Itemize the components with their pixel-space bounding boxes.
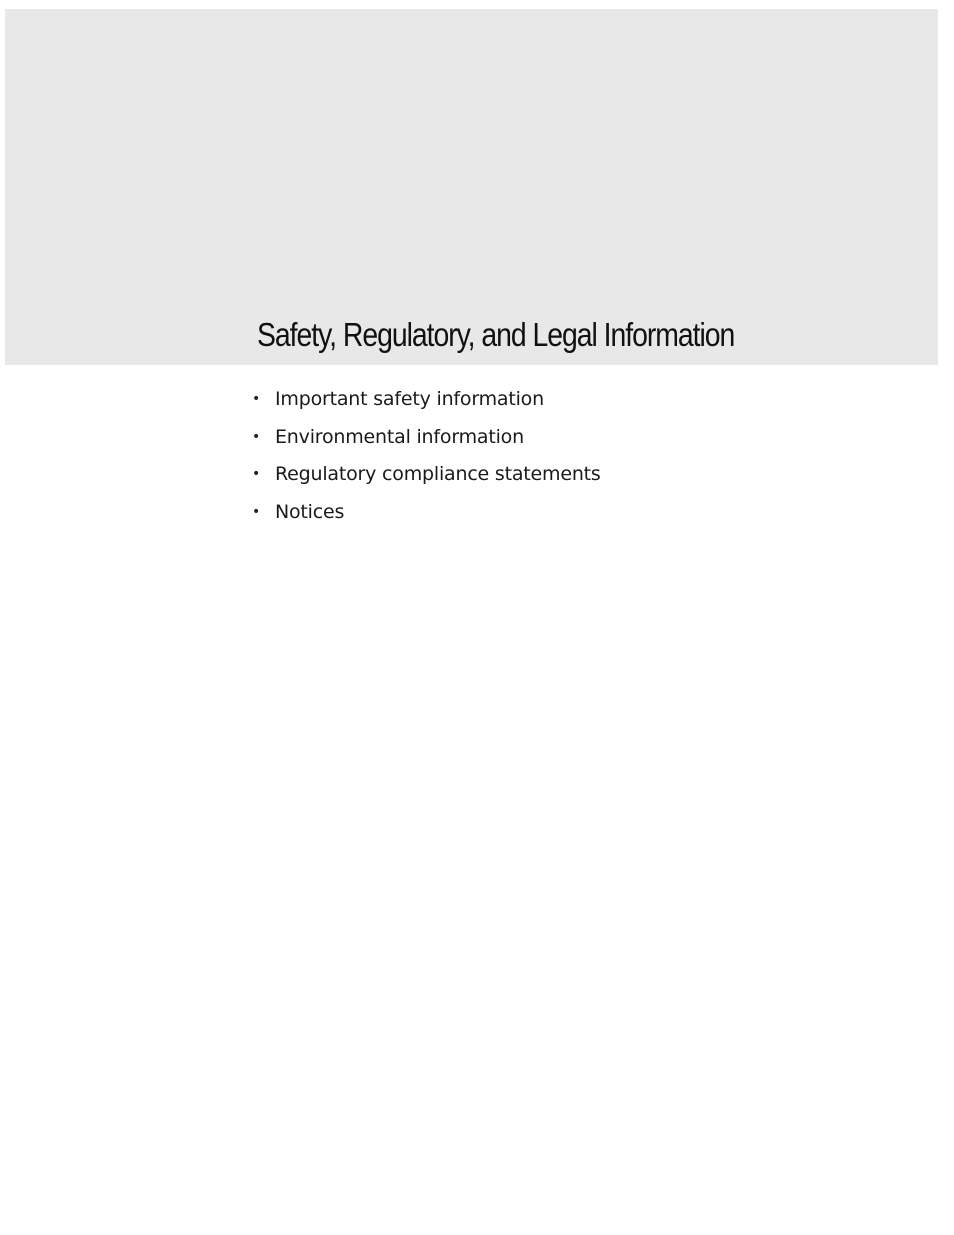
topic-label: Important safety information [275,388,544,410]
topic-label: Regulatory compliance statements [275,463,601,485]
chapter-header-band [5,9,938,365]
list-item [252,381,601,419]
list-item [252,419,601,457]
topic-label: Environmental information [275,425,524,448]
list-item [252,494,601,532]
bullet-icon: • [252,391,261,407]
bullet-icon: • [252,428,261,445]
bullet-icon: • [252,503,261,520]
page-title: Safety, Regulatory, and Legal Information [257,316,735,353]
list-item [252,456,601,494]
chapter-topic-list [252,381,601,531]
topic-label: Notices [275,500,345,523]
bullet-icon: • [252,466,261,482]
